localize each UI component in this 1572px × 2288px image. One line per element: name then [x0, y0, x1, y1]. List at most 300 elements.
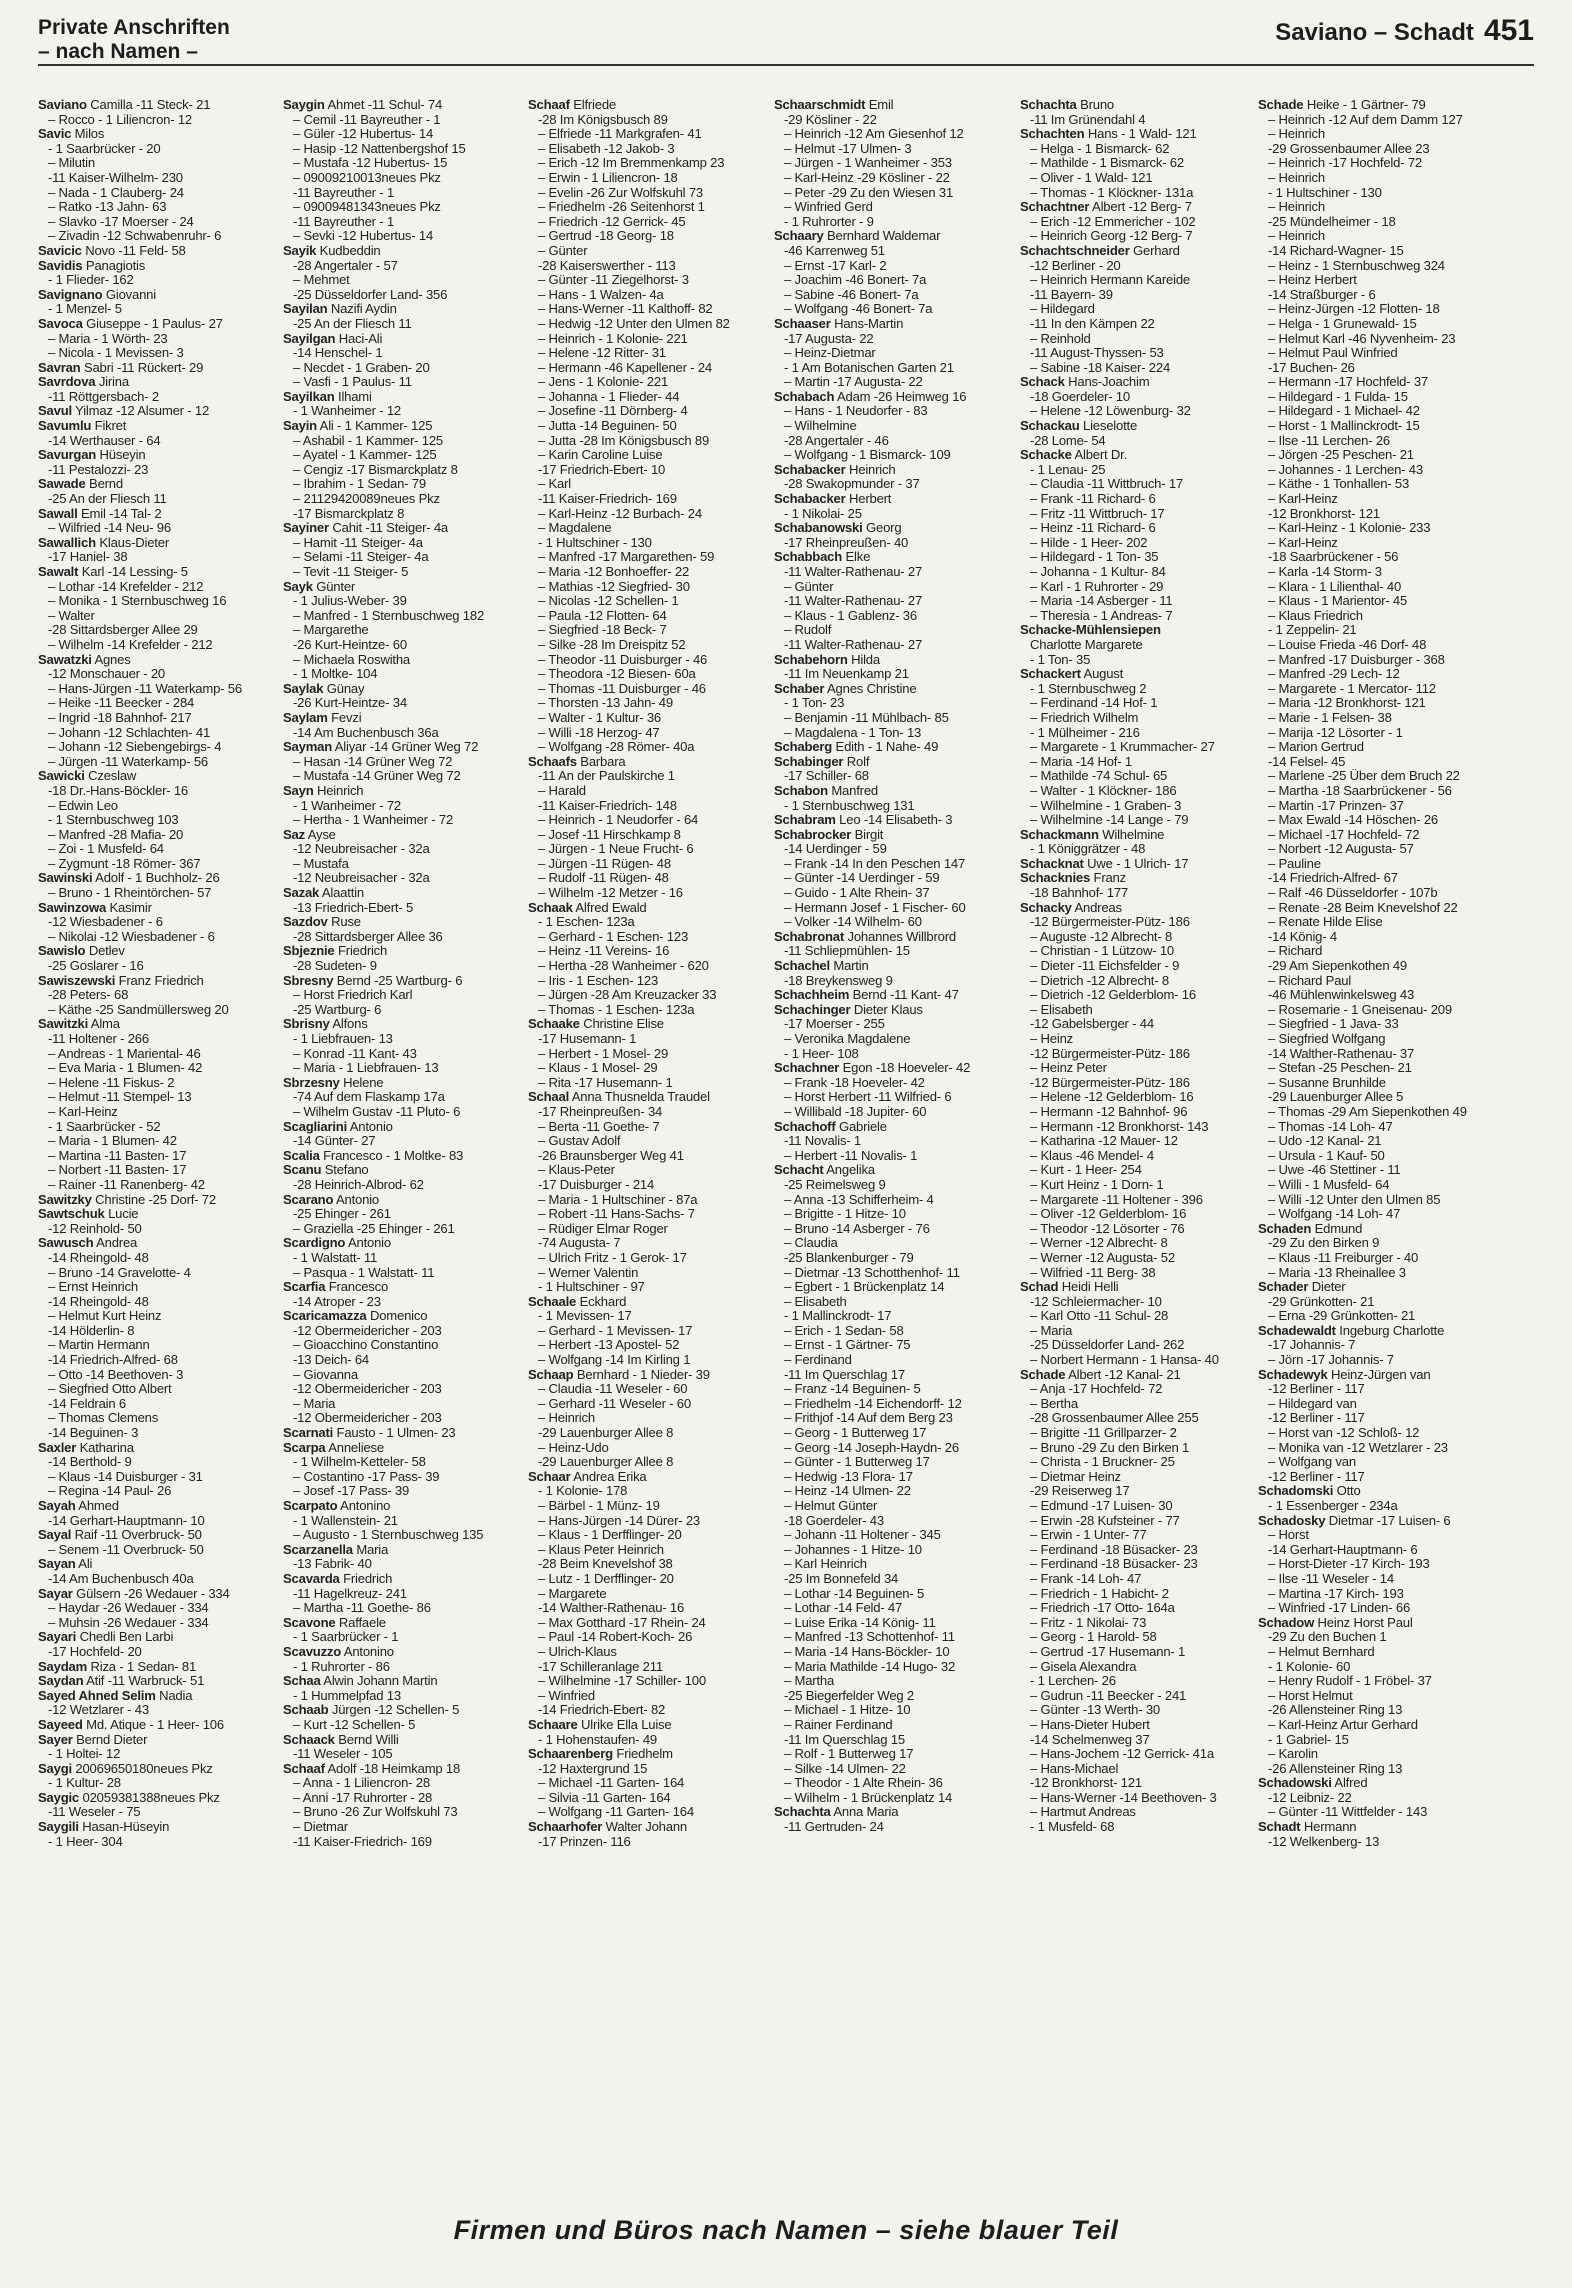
- entry-detail: -12 Berliner - 117: [1268, 1411, 1365, 1426]
- entry-detail: Anna Maria: [833, 1805, 899, 1820]
- directory-entry: [283, 594, 515, 609]
- entry-detail: -28 Im Königsbusch 89: [538, 112, 668, 127]
- surname: Schaber: [774, 681, 825, 696]
- directory-entry: [528, 944, 760, 959]
- surname: Sawitzky: [38, 1192, 92, 1207]
- entry-detail: – Martha -11 Goethe- 86: [293, 1601, 431, 1616]
- directory-entry: [528, 974, 760, 989]
- directory-column-3: [528, 98, 760, 2166]
- entry-detail: – Ingrid -18 Bahnhof- 217: [48, 710, 192, 725]
- directory-entry: [283, 638, 515, 653]
- directory-entry: [774, 1455, 1006, 1470]
- directory-entry: [774, 1397, 1006, 1412]
- directory-entry: [38, 1441, 270, 1456]
- directory-entry: [283, 1076, 515, 1091]
- entry-detail: – Johanna - 1 Flieder- 44: [538, 389, 680, 404]
- directory-entry: [528, 317, 760, 332]
- entry-detail: Anna Thusnelda Traudel: [571, 1090, 710, 1105]
- directory-entry: [1258, 1587, 1490, 1602]
- entry-detail: Dieter Klaus: [853, 1002, 923, 1017]
- directory-entry: [1020, 1120, 1252, 1135]
- directory-entry: [528, 1090, 760, 1105]
- directory-entry: [774, 682, 1006, 697]
- directory-entry: [528, 842, 760, 857]
- entry-detail: – Hilde - 1 Heer- 202: [1030, 535, 1148, 550]
- entry-detail: - 1 Lenau- 25: [1030, 462, 1106, 477]
- directory-entry: [528, 1572, 760, 1587]
- directory-entry: [1020, 419, 1252, 434]
- entry-detail: – Theodor -11 Duisburger - 46: [538, 652, 708, 667]
- entry-detail: -17 Augusta- 22: [784, 331, 874, 346]
- directory-entry: [528, 1616, 760, 1631]
- entry-detail: – Helmut Karl -46 Nyvenheim- 23: [1268, 331, 1456, 346]
- entry-detail: -29 Lauenburger Allee 5: [1268, 1090, 1404, 1105]
- entry-detail: – Siegfried Wolfgang: [1268, 1032, 1386, 1046]
- entry-detail: – Thomas - 1 Klöckner- 131a: [1030, 185, 1194, 200]
- entry-detail: – Nikolai -12 Wiesbadener - 6: [48, 929, 215, 944]
- directory-entry: [38, 98, 270, 113]
- entry-detail: - 1 Essenberger - 234a: [1268, 1499, 1398, 1513]
- directory-entry: [38, 332, 270, 347]
- entry-detail: – Bertha: [1030, 1396, 1078, 1411]
- entry-detail: – Joachim -46 Bonert- 7a: [784, 273, 927, 288]
- entry-detail: -29 Zu den Birken 9: [1268, 1236, 1380, 1251]
- directory-entry: [1020, 507, 1252, 522]
- entry-detail: Nazifi Aydin: [330, 302, 397, 317]
- entry-detail: - 1 Nikolai- 25: [784, 506, 862, 521]
- directory-entry: [528, 740, 760, 755]
- directory-entry: [774, 871, 1006, 886]
- directory-entry: [528, 1236, 760, 1251]
- directory-entry: [528, 1630, 760, 1645]
- surname: Sayiner: [283, 521, 329, 536]
- surname: Schabach: [774, 389, 835, 404]
- directory-entry: [528, 711, 760, 726]
- surname: Sayman: [283, 740, 333, 755]
- directory-entry: [1258, 1061, 1490, 1076]
- entry-detail: -11 In den Kämpen 22: [1030, 316, 1155, 331]
- entry-detail: -74 Auf dem Flaskamp 17a: [293, 1090, 445, 1105]
- directory-entry: [38, 390, 270, 405]
- directory-entry: [1020, 1703, 1252, 1718]
- entry-detail: -14 Richard-Wagner- 15: [1268, 243, 1404, 258]
- entry-detail: -28 Sudeten- 9: [293, 959, 377, 974]
- directory-entry: [1020, 171, 1252, 186]
- entry-detail: -25 Blankenburger - 79: [784, 1250, 914, 1265]
- directory-entry: [38, 507, 270, 522]
- directory-entry: [774, 1309, 1006, 1324]
- entry-detail: Nadia: [159, 1688, 193, 1703]
- entry-detail: -28 Angertaler - 57: [293, 258, 398, 273]
- entry-detail: - 1 Wanheimer - 12: [293, 404, 401, 419]
- directory-entry: [774, 1017, 1006, 1032]
- directory-entry: [1020, 1820, 1252, 1835]
- entry-detail: Heinz-Jürgen van: [1330, 1367, 1431, 1382]
- directory-entry: [528, 667, 760, 682]
- entry-detail: -13 Friedrich-Ebert- 5: [293, 900, 414, 915]
- directory-entry: [774, 1338, 1006, 1353]
- entry-detail: – Willibald -18 Jupiter- 60: [784, 1104, 927, 1119]
- entry-detail: -14 Feldrain 6: [48, 1396, 126, 1411]
- entry-detail: -14 Henschel- 1: [293, 346, 383, 361]
- entry-detail: -25 Im Bonnefeld 34: [784, 1571, 899, 1586]
- directory-entry: [1258, 1455, 1490, 1470]
- entry-detail: – Necdet - 1 Graben- 20: [293, 360, 430, 375]
- directory-entry: [283, 653, 515, 668]
- directory-entry: [774, 580, 1006, 595]
- directory-entry: [1020, 229, 1252, 244]
- entry-detail: – Güler -12 Hubertus- 14: [293, 127, 434, 142]
- directory-entry: [774, 288, 1006, 303]
- directory-entry: [283, 755, 515, 770]
- entry-detail: – Maria -14 Hof- 1: [1030, 754, 1132, 769]
- surname: Sayal: [38, 1528, 72, 1543]
- entry-detail: Christine -25 Dorf- 72: [95, 1192, 216, 1207]
- entry-detail: -17 Haniel- 38: [48, 550, 128, 565]
- surname: Sbresny: [283, 973, 334, 988]
- directory-entry: [38, 1382, 270, 1397]
- entry-detail: -25 Düsseldorfer Land- 356: [293, 287, 448, 302]
- directory-entry: [1020, 186, 1252, 201]
- entry-detail: – Lothar -14 Beguinen- 5: [784, 1586, 925, 1601]
- entry-detail: Heike - 1 Gärtner- 79: [1306, 98, 1426, 112]
- entry-detail: -11 Holtener - 266: [48, 1032, 149, 1046]
- entry-detail: – Erwin - 1 Unter- 77: [1030, 1528, 1147, 1543]
- directory-entry: [38, 828, 270, 843]
- directory-entry: [38, 1470, 270, 1485]
- directory-entry: [1020, 1105, 1252, 1120]
- entry-detail: – Jörn -17 Johannis- 7: [1268, 1353, 1394, 1368]
- entry-detail: Bruno: [1080, 98, 1115, 112]
- directory-entry: [38, 1762, 270, 1777]
- directory-entry: [283, 186, 515, 201]
- directory-entry: [38, 1309, 270, 1324]
- entry-detail: – Helmut Kurt Heinz: [48, 1309, 162, 1324]
- entry-detail: -12 Obermeidericher - 203: [293, 1323, 442, 1338]
- surname: Sawusch: [38, 1236, 94, 1251]
- directory-entry: [1258, 974, 1490, 989]
- directory-entry: [1258, 711, 1490, 726]
- entry-detail: – Karl-Heinz - 1 Kolonie- 233: [1268, 521, 1431, 536]
- directory-entry: [38, 1484, 270, 1499]
- entry-detail: -12 Leibniz- 22: [1268, 1790, 1352, 1805]
- directory-entry: [38, 609, 270, 624]
- surname: Schaaf: [528, 98, 570, 112]
- surname: Saydam: [38, 1659, 88, 1674]
- directory-entry: [38, 346, 270, 361]
- directory-entry: [1258, 1236, 1490, 1251]
- entry-detail: – Wolfgang -46 Bonert- 7a: [784, 302, 933, 317]
- directory-entry: [528, 404, 760, 419]
- entry-detail: Lieselotte: [1083, 419, 1138, 434]
- directory-entry: [774, 944, 1006, 959]
- directory-entry: [283, 1601, 515, 1616]
- entry-detail: – Benjamin -11 Mühlbach- 85: [784, 710, 949, 725]
- directory-entry: [774, 1382, 1006, 1397]
- entry-detail: – Ursula - 1 Kauf- 50: [1268, 1148, 1385, 1163]
- directory-entry: [774, 186, 1006, 201]
- directory-entry: [774, 1660, 1006, 1675]
- directory-entry: [283, 390, 515, 405]
- surname: Schachinger: [774, 1002, 851, 1017]
- directory-entry: [528, 1470, 760, 1485]
- directory-entry: [38, 1426, 270, 1441]
- directory-entry: [1020, 580, 1252, 595]
- entry-detail: - 1 Gabriel- 15: [1268, 1732, 1349, 1747]
- directory-entry: [1258, 1645, 1490, 1660]
- surname: Saygi: [38, 1761, 72, 1776]
- entry-detail: – Werner -12 Albrecht- 8: [1030, 1236, 1168, 1251]
- directory-entry: [38, 215, 270, 230]
- entry-detail: – Iris - 1 Eschen- 123: [538, 973, 659, 988]
- directory-entry: [1020, 1528, 1252, 1543]
- entry-detail: Francesco: [328, 1280, 389, 1295]
- directory-entry: [774, 1061, 1006, 1076]
- entry-detail: Georg: [866, 521, 902, 536]
- entry-detail: Heinrich: [848, 462, 896, 477]
- directory-entry: [283, 1280, 515, 1295]
- directory-entry: [1258, 1207, 1490, 1222]
- directory-entry: [1258, 1616, 1490, 1631]
- directory-entry: [283, 404, 515, 419]
- directory-entry: [1020, 404, 1252, 419]
- entry-detail: – Herbert - 1 Mosel- 29: [538, 1046, 669, 1061]
- entry-detail: -17 Rheinpreußen- 40: [784, 535, 909, 550]
- entry-detail: – Heinrich Georg -12 Berg- 7: [1030, 229, 1193, 244]
- entry-detail: – Egbert - 1 Brückenplatz 14: [784, 1280, 945, 1295]
- entry-detail: -11 An der Paulskirche 1: [538, 769, 675, 784]
- directory-entry: [1020, 375, 1252, 390]
- entry-detail: – Erwin - 1 Liliencron- 18: [538, 170, 678, 185]
- entry-detail: – Hertha - 1 Wanheimer - 72: [293, 813, 454, 828]
- directory-entry: [1020, 1470, 1252, 1485]
- directory-entry: [1258, 1805, 1490, 1820]
- entry-detail: – Klaus -11 Freiburger - 40: [1268, 1250, 1419, 1265]
- directory-entry: [283, 1295, 515, 1310]
- entry-detail: - 1 Liebfrauen- 13: [293, 1032, 393, 1046]
- entry-detail: – Zygmunt -18 Römer- 367: [48, 856, 201, 871]
- entry-detail: -29 Lauenburger Allee 8: [538, 1426, 674, 1441]
- entry-detail: – Maria - 1 Hultschiner - 87a: [538, 1192, 698, 1207]
- footer-note: Firmen und Büros nach Namen – siehe blauer Teil: [453, 2215, 1119, 2245]
- entry-detail: Gerhard: [1133, 243, 1180, 258]
- entry-detail: – Karl Heinrich: [784, 1557, 867, 1572]
- entry-detail: -46 Karrenweg 51: [784, 243, 885, 258]
- directory-entry: [1020, 1397, 1252, 1412]
- directory-entry: [774, 1266, 1006, 1281]
- directory-entry: [38, 1499, 270, 1514]
- directory-entry: [1258, 346, 1490, 361]
- directory-entry: [1258, 1324, 1490, 1339]
- directory-entry: [774, 1601, 1006, 1616]
- directory-entry: [528, 1426, 760, 1441]
- entry-detail: – Hans - 1 Neudorfer - 83: [784, 404, 928, 419]
- entry-detail: Günter: [316, 579, 356, 594]
- entry-detail: – Werner -12 Augusta- 52: [1030, 1250, 1175, 1265]
- directory-entry: [774, 1178, 1006, 1193]
- directory-entry: [774, 609, 1006, 624]
- surname: Scagliarini: [283, 1119, 348, 1134]
- entry-detail: -14 Atroper - 23: [293, 1294, 381, 1309]
- directory-entry: [283, 1616, 515, 1631]
- page-header: [38, 14, 1534, 62]
- directory-entry: [774, 930, 1006, 945]
- entry-detail: – Heinrich: [1268, 127, 1325, 142]
- entry-detail: -12 Obermeidericher - 203: [293, 1382, 442, 1397]
- directory-entry: [774, 1222, 1006, 1237]
- entry-detail: -17 Johannis- 7: [1268, 1338, 1356, 1353]
- directory-entry: [38, 521, 270, 536]
- entry-detail: -28 Swakopmunder - 37: [784, 477, 920, 492]
- entry-detail: – Eva Maria - 1 Blumen- 42: [48, 1061, 203, 1076]
- entry-detail: Hüseyin: [99, 448, 146, 463]
- entry-detail: – Maria - 1 Liebfrauen- 13: [293, 1061, 439, 1076]
- entry-detail: – Theodora -12 Biesen- 60a: [538, 667, 696, 682]
- entry-detail: – Helmut Günter: [784, 1499, 878, 1513]
- entry-detail: Ali - 1 Kammer- 125: [319, 419, 433, 434]
- directory-entry: [1020, 638, 1252, 653]
- directory-entry: [283, 609, 515, 624]
- directory-entry: [528, 1674, 760, 1689]
- directory-entry: [1258, 477, 1490, 492]
- entry-detail: – Berta -11 Goethe- 7: [538, 1119, 660, 1134]
- entry-detail: – Dietrich -12 Albrecht- 8: [1030, 973, 1169, 988]
- directory-entry: [774, 332, 1006, 347]
- entry-detail: - 1 Julius-Weber- 39: [293, 594, 407, 609]
- directory-entry: [528, 1061, 760, 1076]
- directory-entry: [528, 156, 760, 171]
- entry-detail: -28 Heinrich-Albrod- 62: [293, 1177, 424, 1192]
- directory-entry: [528, 346, 760, 361]
- directory-entry: [1258, 1397, 1490, 1412]
- directory-entry: [38, 419, 270, 434]
- entry-detail: – Hans-Dieter Hubert: [1030, 1717, 1150, 1732]
- surname: Savidis: [38, 258, 83, 273]
- directory-entry: [1020, 1309, 1252, 1324]
- surname: Saviano: [38, 98, 87, 112]
- entry-detail: – Michael -11 Garten- 164: [538, 1776, 685, 1791]
- entry-detail: – Manfred -17 Duisburger - 368: [1268, 652, 1445, 667]
- entry-detail: Hans - 1 Wald- 121: [1087, 127, 1197, 142]
- entry-detail: – Wilhelm -12 Metzer - 16: [538, 886, 683, 901]
- directory-entry: [1258, 1426, 1490, 1441]
- entry-detail: Ayse: [307, 827, 336, 842]
- entry-detail: – Manfred - 1 Sternbuschweg 182: [293, 608, 485, 623]
- entry-detail: – Jörgen -25 Peschen- 21: [1268, 448, 1414, 463]
- directory-entry: [528, 1791, 760, 1806]
- entry-detail: -12 Berliner - 117: [1268, 1469, 1365, 1484]
- entry-detail: – Marlene -25 Über dem Bruch 22: [1268, 769, 1460, 784]
- entry-detail: – Wilfried -11 Berg- 38: [1030, 1265, 1156, 1280]
- entry-detail: Friedrich: [343, 1571, 393, 1586]
- surname: Schabram: [774, 813, 836, 828]
- directory-entry: [283, 419, 515, 434]
- directory-entry: [1020, 696, 1252, 711]
- directory-entry: [774, 1426, 1006, 1441]
- entry-detail: – Wolfgang -14 Loh- 47: [1268, 1207, 1401, 1222]
- surname: Schachner: [774, 1061, 840, 1076]
- directory-entry: [38, 1703, 270, 1718]
- directory-entry: [1258, 1090, 1490, 1105]
- directory-entry: [38, 988, 270, 1003]
- directory-entry: [38, 594, 270, 609]
- surname: Schaberg: [774, 740, 833, 755]
- directory-entry: [1020, 682, 1252, 697]
- directory-entry: [38, 302, 270, 317]
- entry-detail: Alma: [90, 1017, 120, 1032]
- entry-detail: – Mathilde -74 Schul- 65: [1030, 769, 1168, 784]
- entry-detail: – Konrad -11 Kant- 43: [293, 1046, 417, 1061]
- entry-detail: Johannes Willbrord: [847, 929, 956, 944]
- directory-entry: [1020, 215, 1252, 230]
- directory-entry: [1020, 127, 1252, 142]
- entry-detail: – Otto -14 Beethoven- 3: [48, 1367, 184, 1382]
- directory-entry: [528, 463, 760, 478]
- entry-detail: -12 Wiesbadener - 6: [48, 915, 163, 930]
- directory-entry: [1020, 142, 1252, 157]
- entry-detail: – Gerhard - 1 Eschen- 123: [538, 929, 689, 944]
- directory-entry: [283, 1514, 515, 1529]
- surname: Sbrzesny: [283, 1075, 340, 1090]
- entry-detail: – Heinz Peter: [1030, 1061, 1107, 1076]
- surname: Schachta: [1020, 98, 1077, 112]
- entry-detail: – Helene -12 Löwenburg- 32: [1030, 404, 1191, 419]
- directory-entry: [38, 1251, 270, 1266]
- directory-entry: [283, 828, 515, 843]
- entry-detail: – Maria: [1030, 1323, 1073, 1338]
- directory-entry: [1020, 1514, 1252, 1529]
- entry-detail: -11 Im Grünendahl 4: [1030, 112, 1146, 127]
- surname: Sawicki: [38, 769, 85, 784]
- entry-detail: – Magdalene: [538, 521, 612, 536]
- directory-entry: [38, 1003, 270, 1018]
- surname: Sayed Ahned Selim: [38, 1688, 156, 1703]
- entry-detail: Riza - 1 Sedan- 81: [90, 1659, 197, 1674]
- entry-detail: – Augusto - 1 Sternbuschweg 135: [293, 1528, 484, 1543]
- surname: Schachtner: [1020, 200, 1090, 215]
- directory-entry: [1020, 1411, 1252, 1426]
- entry-detail: – Lothar -14 Krefelder - 212: [48, 579, 204, 594]
- directory-entry: [774, 1572, 1006, 1587]
- directory-entry: [1020, 667, 1252, 682]
- entry-detail: – Marie - 1 Felsen- 38: [1268, 710, 1392, 725]
- surname: Sayan: [38, 1557, 76, 1572]
- entry-detail: – Nada - 1 Clauberg- 24: [48, 185, 184, 200]
- directory-entry: [1020, 1076, 1252, 1091]
- directory-entry: [528, 419, 760, 434]
- surname: Schabrocker: [774, 827, 852, 842]
- directory-entry: [528, 1689, 760, 1704]
- directory-entry: [528, 273, 760, 288]
- surname: Sayn: [283, 783, 314, 798]
- entry-detail: Leo -14 Elisabeth- 3: [839, 813, 953, 828]
- directory-entry: [1258, 594, 1490, 609]
- directory-entry: [774, 842, 1006, 857]
- entry-detail: – Claudia: [784, 1236, 838, 1251]
- directory-entry: [1020, 711, 1252, 726]
- surname: Savurgan: [38, 448, 97, 463]
- directory-entry: [528, 375, 760, 390]
- entry-detail: – Zoi - 1 Musfeld- 64: [48, 842, 164, 857]
- entry-detail: – Maria - 1 Wörth- 23: [48, 331, 168, 346]
- name-range: Saviano – Schadt: [1275, 19, 1474, 46]
- directory-entry: [283, 1718, 515, 1733]
- entry-detail: – Cengiz -17 Bismarckplatz 8: [293, 462, 458, 477]
- entry-detail: – Helmut -17 Ulmen- 3: [784, 141, 912, 156]
- directory-entry: [774, 1805, 1006, 1820]
- entry-detail: - 1 Holtei- 12: [48, 1747, 121, 1762]
- directory-entry: [1020, 565, 1252, 580]
